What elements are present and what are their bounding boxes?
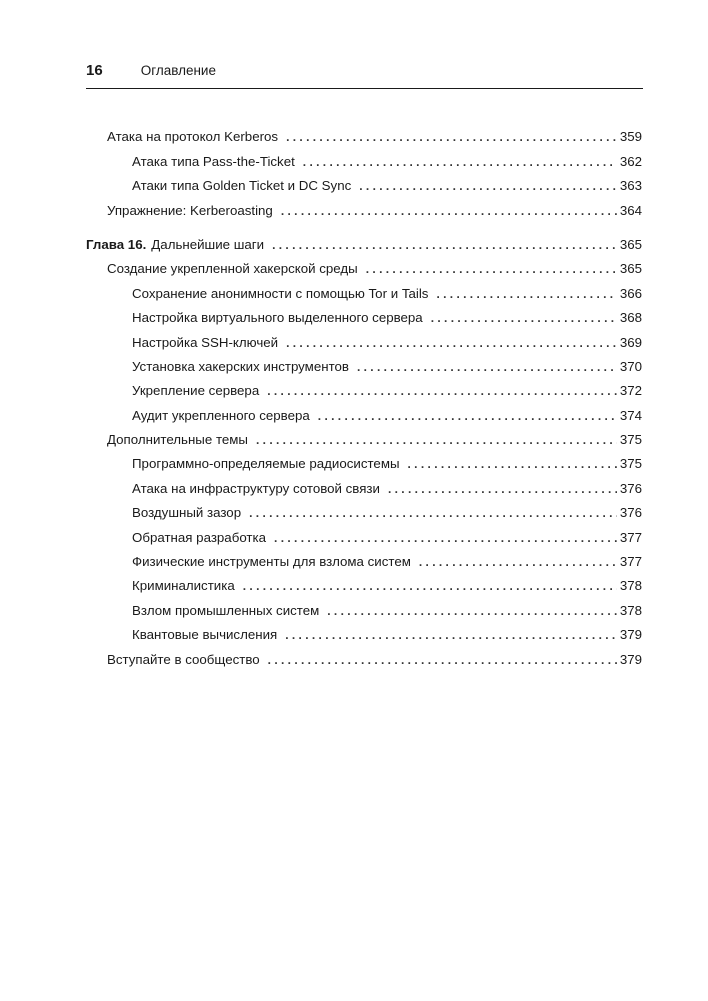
toc-entry: [86, 398, 642, 422]
toc-entry-title: Создание укрепленной хакерской среды: [107, 261, 358, 277]
toc-entry-page: 375: [619, 432, 642, 448]
toc-entry-title: Атака на инфраструктуру сотовой связи: [132, 480, 380, 496]
dot-leader: [286, 336, 617, 350]
toc-entry: [86, 374, 642, 398]
toc-entry: [86, 545, 642, 569]
toc-entry-title: Атака на протокол Kerberos: [107, 129, 279, 145]
toc-entry-title: Настройка виртуального выделенного сервера: [132, 310, 423, 326]
header-rule: [86, 88, 643, 89]
toc-entry-page: 364: [619, 202, 642, 218]
toc-entry: [86, 276, 642, 300]
toc-entry: [86, 423, 642, 447]
dot-leader: [327, 604, 617, 618]
toc-entry-title: Криминалистика: [132, 578, 235, 594]
dot-leader: [419, 555, 617, 569]
dot-leader: [303, 155, 617, 169]
toc-entry-title: Укрепление сервера: [132, 383, 260, 399]
toc-entry-page: 377: [619, 529, 642, 545]
toc-entry-page: 376: [619, 480, 642, 496]
toc-entry-title: Упражнение: Kerberoasting: [107, 202, 273, 218]
dot-leader: [268, 653, 617, 667]
toc-entry-title: Настройка SSH-ключей: [132, 334, 279, 350]
dot-leader: [436, 287, 616, 301]
toc-entry-title: Физические инструменты для взлома систем: [132, 554, 411, 570]
toc-entry-title: Сохранение анонимности с помощью Tor и Tails: [132, 285, 429, 301]
dot-leader: [285, 628, 617, 642]
toc-entry-page: 376: [619, 505, 642, 521]
toc-entry-page: 363: [619, 178, 642, 194]
toc-entry-page: 368: [619, 310, 642, 326]
toc-entry-page: 369: [619, 334, 642, 350]
toc-entry-page: 365: [619, 236, 642, 252]
toc-entry: [86, 144, 642, 168]
dot-leader: [359, 179, 617, 193]
toc-entry-title: Взлом промышленных систем: [132, 602, 320, 618]
page-number: 16: [86, 62, 103, 79]
dot-leader: [408, 457, 617, 471]
toc-entry-page: 379: [619, 651, 642, 667]
toc-entry: [86, 325, 642, 349]
toc-entry-page: 370: [619, 358, 642, 374]
toc-entry-page: 379: [619, 627, 642, 643]
toc-entry-title: Программно-определяемые радиосистемы: [132, 456, 400, 472]
toc-entry-title: Обратная разработка: [132, 529, 267, 545]
toc-entry-title: Вступайте в сообщество: [107, 651, 260, 667]
toc-entry-page: 365: [619, 261, 642, 277]
dot-leader: [281, 204, 617, 218]
toc-entry-title: Аудит укрепленного сервера: [132, 407, 310, 423]
dot-leader: [256, 433, 617, 447]
toc-entry: [86, 618, 642, 642]
dot-leader: [274, 531, 617, 545]
toc-entry: [86, 252, 642, 276]
toc-entry: [86, 642, 642, 666]
dot-leader: [286, 130, 617, 144]
toc-entry-page: 378: [619, 578, 642, 594]
running-title: Оглавление: [140, 63, 216, 78]
dot-leader: [272, 238, 617, 252]
dot-leader: [243, 579, 617, 593]
toc-entry: [86, 593, 642, 617]
toc-entry: [86, 301, 642, 325]
toc-entry: [86, 471, 642, 495]
toc-entry-page: 359: [619, 129, 642, 145]
dot-leader: [249, 506, 617, 520]
dot-leader: [267, 384, 617, 398]
dot-leader: [318, 409, 617, 423]
toc-entry-page: 366: [619, 285, 642, 301]
toc-entry-title: Дополнительные темы: [107, 432, 248, 448]
toc-entry-title: Атаки типа Golden Ticket и DC Sync: [132, 178, 352, 194]
page-header: [86, 62, 216, 79]
toc-entry: [86, 350, 642, 374]
toc-entry: [86, 447, 642, 471]
toc-entry-title: Установка хакерских инструментов: [132, 358, 349, 374]
toc-entry-page: 374: [619, 407, 642, 423]
table-of-contents: [86, 120, 642, 667]
dot-leader: [366, 262, 617, 276]
toc-entry: [86, 520, 642, 544]
toc-entry: [86, 496, 642, 520]
dot-leader: [357, 360, 617, 374]
toc-entry-title: Атака типа Pass-the-Ticket: [132, 153, 295, 169]
toc-entry-page: 375: [619, 456, 642, 472]
toc-entry: [86, 193, 642, 217]
toc-entry: [86, 569, 642, 593]
toc-entry-title: Квантовые вычисления: [132, 627, 278, 643]
toc-entry-title: Воздушный зазор: [132, 505, 242, 521]
toc-entry-page: 362: [619, 153, 642, 169]
chapter-number: Глава 16.: [86, 236, 147, 252]
dot-leader: [388, 482, 617, 496]
toc-entry-page: 372: [619, 383, 642, 399]
toc-entry-page: 377: [619, 554, 642, 570]
toc-chapter-entry: [86, 228, 642, 252]
dot-leader: [431, 311, 617, 325]
toc-entry-page: 378: [619, 602, 642, 618]
toc-entry: [86, 169, 642, 193]
toc-entry-title: Дальнейшие шаги: [151, 236, 265, 252]
toc-entry: [86, 120, 642, 144]
